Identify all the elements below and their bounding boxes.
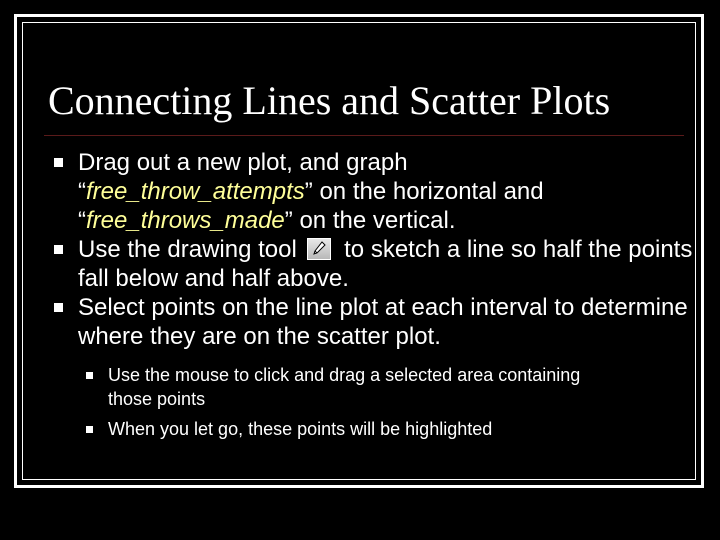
variable-name: free_throw_attempts xyxy=(86,178,305,205)
quote-mark: “ xyxy=(78,178,86,205)
bullet-text: Select points on the line plot at each interval to determine where they are on the scatter plot. xyxy=(78,294,688,350)
sub-bullet-text: When you let go, these points will be highlighted xyxy=(108,419,493,439)
sub-bullet-text: Use the mouse to click and drag a selected area containing those points xyxy=(108,365,581,409)
variable-name: free_throws_made xyxy=(86,207,285,234)
bullet-text: on the horizontal and xyxy=(312,178,544,205)
pencil-icon xyxy=(307,238,331,260)
sub-bullet-marker xyxy=(86,426,93,433)
bullet-marker xyxy=(54,303,63,312)
bullet-item xyxy=(48,293,698,441)
sub-bullet-marker xyxy=(86,372,93,379)
bullet-text: Use the drawing tool xyxy=(78,236,297,263)
bullet-item xyxy=(48,235,698,293)
quote-mark: ” xyxy=(284,207,293,234)
sub-bullet-item xyxy=(78,363,608,411)
bullet-text: on the vertical. xyxy=(292,207,456,234)
quote-mark: ” xyxy=(304,178,313,205)
bullet-marker xyxy=(54,158,63,167)
sub-bullet-item xyxy=(78,417,608,441)
bullet-marker xyxy=(54,245,63,254)
bullet-item xyxy=(48,148,698,235)
title-divider xyxy=(44,135,684,136)
bullet-text: Drag out a new plot, and graph xyxy=(78,149,408,176)
bullet-list xyxy=(48,148,698,447)
slide-title: Connecting Lines and Scatter Plots xyxy=(48,78,611,123)
sub-bullet-list xyxy=(78,363,698,441)
bullet-text: to sketch a line so half the points fall below and half above. xyxy=(78,236,693,292)
quote-mark: “ xyxy=(78,207,86,234)
